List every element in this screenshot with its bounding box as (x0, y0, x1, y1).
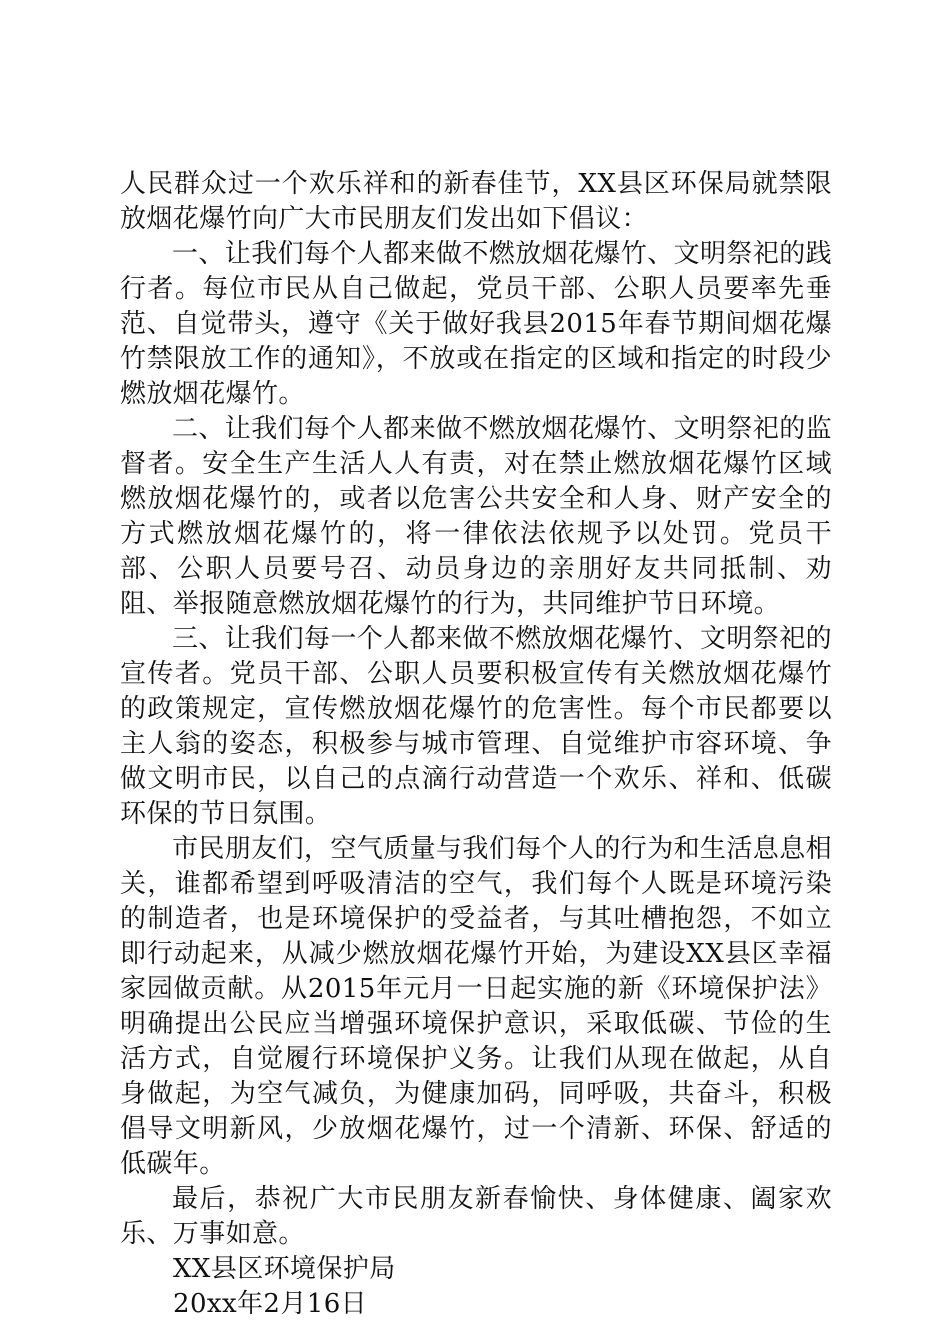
proposal-one-paragraph: 一、让我们每个人都来做不燃放烟花爆竹、文明祭祀的践行者。每位市民从自己做起，党员干部、公职人员要率先垂范、自觉带头，遵守《关于做好我县2015年春节期间烟花爆竹禁限放工作的通知》，不放或在指定的区域和指定的时段少燃放烟花爆竹。 (120, 239, 833, 409)
closing-paragraph: 最后，恭祝广大市民朋友新春愉快、身体健康、阖家欢乐、万事如意。 (120, 1184, 832, 1249)
appeal-paragraph: 市民朋友们，空气质量与我们每个人的行为和生活息息相关，谁都希望到呼吸清洁的空气，我们每个人既是环境污染的制造者，也是环境保护的受益者，与其吐槽抱怨，不如立即行动起来，从减少燃放烟花爆竹开始，为建设XX县区幸福家园做贡献。从2015年元月一日起实施的新《环境保护法》明确提出公民应当增强环境保护意识，采取低碳、节俭的生活方式，自觉履行环境保护义务。让我们从现在做起，从自身做起，为空气减负，为健康加码，同呼吸，共奋斗，积极倡导文明新风，少放烟花爆竹，过一个清新、环保、舒适的低碳年。 (120, 834, 833, 1179)
proposal-two-paragraph: 二、让我们每个人都来做不燃放烟花爆竹、文明祭祀的监督者。安全生产生活人人有责，对在禁止燃放烟花爆竹区域燃放烟花爆竹的，或者以危害公共安全和人身、财产安全的方式燃放烟花爆竹的，将一律依法依规予以处罚。党员干部、公职人员要号召、动员身边的亲朋好友共同抵制、劝阻、举报随意燃放烟花爆竹的行为，共同维护节日环境。 (120, 414, 833, 619)
signature-date: 20xx年2月16日 (173, 1289, 368, 1319)
proposal-three-paragraph: 三、让我们每一个人都来做不燃放烟花爆竹、文明祭祀的宣传者。党员干部、公职人员要积极宣传有关燃放烟花爆竹的政策规定，宣传燃放烟花爆竹的危害性。每个市民都要以主人翁的姿态，积极参与城市管理、自觉维护市容环境、争做文明市民，以自己的点滴行动营造一个欢乐、祥和、低碳环保的节日氛围。 (120, 624, 833, 829)
signature-organization: XX县区环境保护局 (173, 1254, 396, 1284)
intro-paragraph: 人民群众过一个欢乐祥和的新春佳节，XX县区环保局就禁限放烟花爆竹向广大市民朋友们发出如下倡议： (120, 169, 832, 234)
document-body (120, 167, 832, 1322)
